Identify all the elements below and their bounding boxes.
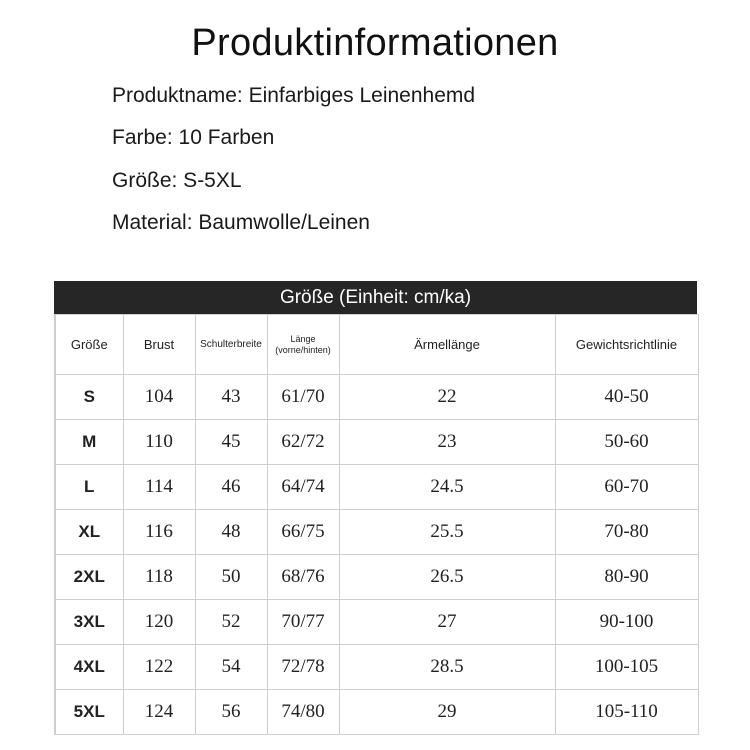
table-row xyxy=(55,420,698,465)
product-size-text: Größe: S-5XL xyxy=(112,169,242,192)
cell-weight: 80-90 xyxy=(555,555,698,600)
cell-size: 2XL xyxy=(55,555,123,600)
page-title: Produktinformationen xyxy=(191,22,559,64)
cell-sleeve: 24.5 xyxy=(339,465,555,510)
cell-weight: 105-110 xyxy=(555,690,698,735)
table-row xyxy=(55,555,698,600)
size-chart xyxy=(54,281,697,735)
cell-shoulder: 48 xyxy=(195,510,267,555)
cell-chest: 120 xyxy=(123,600,195,645)
cell-chest: 122 xyxy=(123,645,195,690)
cell-weight: 100-105 xyxy=(555,645,698,690)
cell-weight: 70-80 xyxy=(555,510,698,555)
column-header-sleeve: Ärmellänge xyxy=(339,315,555,375)
table-row xyxy=(55,690,698,735)
cell-length: 66/75 xyxy=(267,510,339,555)
cell-sleeve: 26.5 xyxy=(339,555,555,600)
cell-size: M xyxy=(55,420,123,465)
table-row xyxy=(55,465,698,510)
column-header-weight: Gewichtsrichtlinie xyxy=(555,315,698,375)
cell-sleeve: 25.5 xyxy=(339,510,555,555)
table-row xyxy=(55,375,698,420)
column-header-length: Länge (vorne/hinten) xyxy=(267,315,339,375)
cell-length: 68/76 xyxy=(267,555,339,600)
cell-size: 3XL xyxy=(55,600,123,645)
column-header-row xyxy=(55,315,698,375)
table-row xyxy=(55,645,698,690)
table-row xyxy=(55,600,698,645)
cell-sleeve: 27 xyxy=(339,600,555,645)
cell-chest: 118 xyxy=(123,555,195,600)
cell-weight: 40-50 xyxy=(555,375,698,420)
column-header-shoulder: Schulterbreite xyxy=(195,315,267,375)
cell-shoulder: 46 xyxy=(195,465,267,510)
cell-shoulder: 52 xyxy=(195,600,267,645)
cell-length: 61/70 xyxy=(267,375,339,420)
cell-weight: 60-70 xyxy=(555,465,698,510)
cell-size: 5XL xyxy=(55,690,123,735)
cell-length: 62/72 xyxy=(267,420,339,465)
cell-size: XL xyxy=(55,510,123,555)
cell-weight: 50-60 xyxy=(555,420,698,465)
cell-size: S xyxy=(55,375,123,420)
cell-length: 72/78 xyxy=(267,645,339,690)
product-name-text: Produktname: Einfarbiges Leinenhemd xyxy=(112,84,476,107)
cell-chest: 116 xyxy=(123,510,195,555)
cell-length: 64/74 xyxy=(267,465,339,510)
cell-length: 70/77 xyxy=(267,600,339,645)
table-row xyxy=(55,510,698,555)
cell-sleeve: 22 xyxy=(339,375,555,420)
cell-chest: 104 xyxy=(123,375,195,420)
cell-chest: 114 xyxy=(123,465,195,510)
product-material-text: Material: Baumwolle/Leinen xyxy=(112,211,370,234)
cell-shoulder: 45 xyxy=(195,420,267,465)
cell-shoulder: 56 xyxy=(195,690,267,735)
cell-length: 74/80 xyxy=(267,690,339,735)
cell-size: 4XL xyxy=(55,645,123,690)
column-header-size: Größe xyxy=(55,315,123,375)
cell-shoulder: 54 xyxy=(195,645,267,690)
cell-shoulder: 43 xyxy=(195,375,267,420)
cell-chest: 124 xyxy=(123,690,195,735)
cell-sleeve: 23 xyxy=(339,420,555,465)
cell-sleeve: 28.5 xyxy=(339,645,555,690)
cell-weight: 90-100 xyxy=(555,600,698,645)
cell-sleeve: 29 xyxy=(339,690,555,735)
size-chart-header: Größe (Einheit: cm/ka) xyxy=(54,281,697,314)
cell-size: L xyxy=(55,465,123,510)
column-header-chest: Brust xyxy=(123,315,195,375)
product-color-text: Farbe: 10 Farben xyxy=(112,126,275,149)
size-table xyxy=(54,314,699,735)
cell-shoulder: 50 xyxy=(195,555,267,600)
cell-chest: 110 xyxy=(123,420,195,465)
